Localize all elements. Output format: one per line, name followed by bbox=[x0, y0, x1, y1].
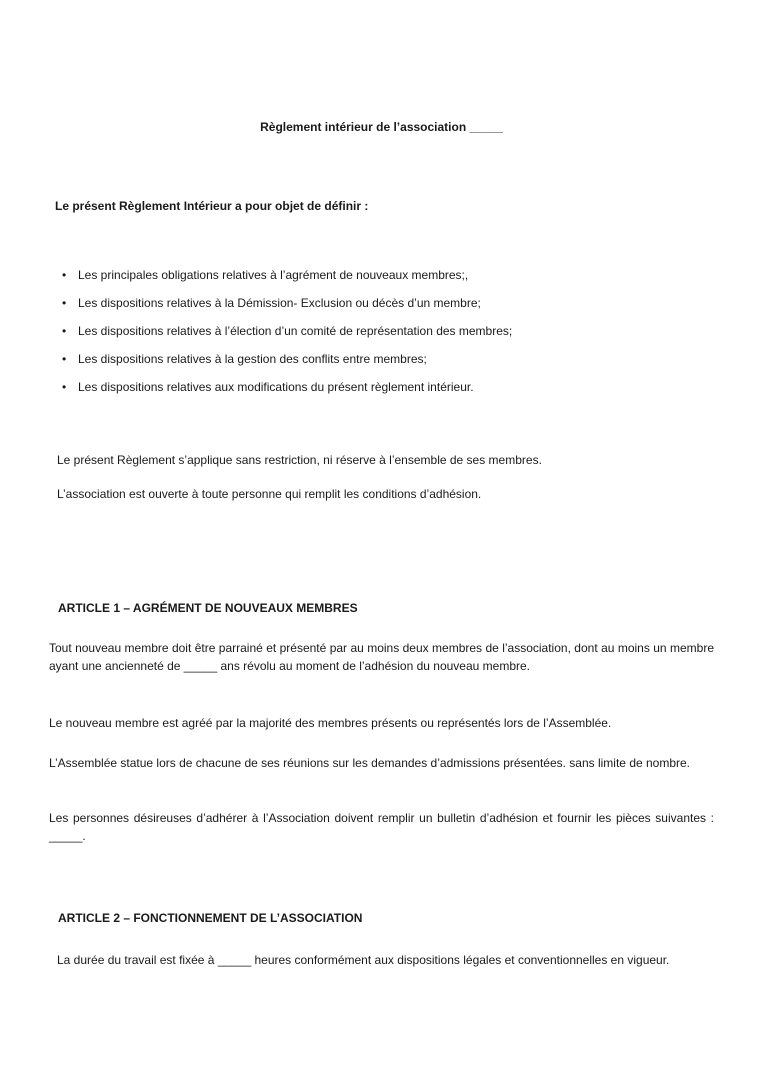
article-1-paragraph: L’Assemblée statue lors de chacune de ses réunions sur les demandes d’admissions présentées. sans limite de nombre. bbox=[49, 756, 691, 770]
list-item-text: Les dispositions relatives à la gestion des conflits entre membres; bbox=[78, 352, 427, 366]
article-1-paragraph: Tout nouveau membre doit être parrainé et présenté par au moins deux membres de l’association, dont au moins un membre ayant une ancienneté de _____ ans révolu au moment de l’adhésion du nouveau membre. bbox=[49, 641, 714, 673]
article-2-paragraph: La durée du travail est fixée à _____ heures conformément aux dispositions légales et conventionnelles en vigueur. bbox=[57, 953, 670, 967]
article-1-paragraph: Les personnes désireuses d’adhérer à l’Association doivent remplir un bulletin d’adhésion et fournir les pièces suivantes : _____. bbox=[49, 811, 714, 843]
bullet-icon: • bbox=[62, 324, 67, 338]
list-item-text: Les dispositions relatives à l’élection d’un comité de représentation des membres; bbox=[78, 324, 513, 338]
objectives-list bbox=[62, 266, 722, 406]
list-item bbox=[62, 294, 722, 312]
bullet-icon: • bbox=[62, 268, 67, 282]
article-2-heading: ARTICLE 2 – FONCTIONNEMENT DE L’ASSOCIATION bbox=[58, 911, 363, 925]
list-item bbox=[62, 378, 722, 396]
bullet-icon: • bbox=[62, 380, 67, 394]
list-item-text: Les principales obligations relatives à l’agrément de nouveaux membres;, bbox=[78, 268, 469, 282]
bullet-icon: • bbox=[62, 352, 67, 366]
list-item-text: Les dispositions relatives aux modifications du présent règlement intérieur. bbox=[78, 380, 474, 394]
article-1-heading: ARTICLE 1 – AGRÉMENT DE NOUVEAUX MEMBRES bbox=[58, 601, 358, 615]
document-title: Règlement intérieur de l’association _____ bbox=[260, 120, 503, 134]
bullet-icon: • bbox=[62, 296, 67, 310]
scope-paragraph: Le présent Règlement s’applique sans restriction, ni réserve à l’ensemble de ses membres. bbox=[57, 453, 542, 467]
list-item bbox=[62, 266, 722, 284]
article-1-paragraph: Le nouveau membre est agréé par la majorité des membres présents ou représentés lors de l’Assemblée. bbox=[49, 716, 612, 730]
list-item bbox=[62, 322, 722, 340]
list-item bbox=[62, 350, 722, 368]
intro-heading: Le présent Règlement Intérieur a pour objet de définir : bbox=[55, 199, 369, 213]
list-item-text: Les dispositions relatives à la Démission- Exclusion ou décès d’un membre; bbox=[78, 296, 481, 310]
scope-paragraph: L’association est ouverte à toute personne qui remplit les conditions d’adhésion. bbox=[57, 487, 482, 501]
